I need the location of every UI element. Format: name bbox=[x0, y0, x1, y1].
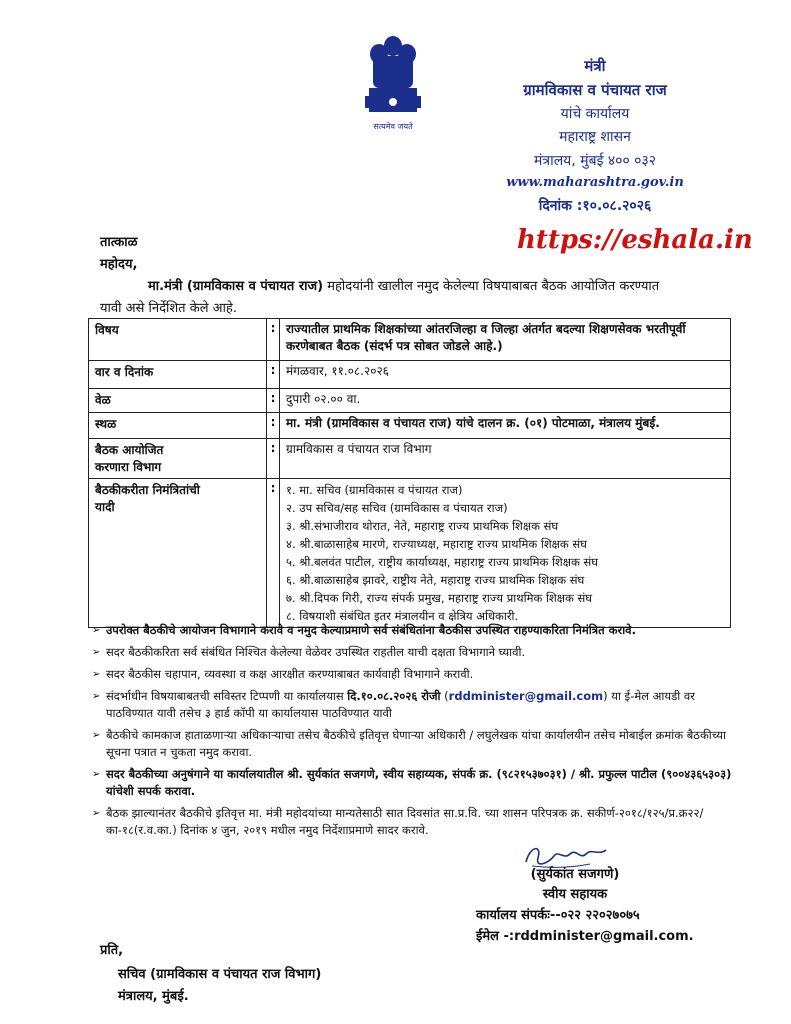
invitees-list bbox=[280, 479, 731, 628]
header-title: मंत्री bbox=[584, 57, 606, 75]
subject-value: राज्यातील प्राथमिक शिक्षकांच्या आंतरजिल्हा व जिल्हा अंतर्गत बदल्या शिक्षणसेवक भरतीपूर्वी करणेबाबत बैठक (संदर्भ पत्र सोबत जोडले आहे.) bbox=[280, 319, 731, 361]
header-website[interactable]: www.maharashtra.gov.in bbox=[506, 175, 684, 190]
arrow-bullet-icon: ➢ bbox=[92, 808, 101, 819]
list-item: २. उप सचिव/सह सचिव (ग्रामविकास व पंचायत राज) bbox=[286, 501, 508, 515]
list-item: ५. श्री.बलवंत पाटील, राष्ट्रीय कार्याध्यक्ष, महाराष्ट्र राज्य प्राथमिक शिक्षक संघ bbox=[286, 555, 599, 569]
day-label: वार व दिनांक bbox=[89, 361, 267, 389]
organizer-label-2: करणारा विभाग bbox=[95, 460, 162, 474]
recipient-label: प्रति, bbox=[100, 943, 124, 958]
header-office: यांचे कार्यालय bbox=[560, 106, 630, 122]
invitees-label-2: यादी bbox=[95, 500, 115, 514]
list-item: १. मा. सचिव (ग्रामविकास व पंचायत राज) bbox=[286, 483, 463, 497]
table-row bbox=[89, 413, 731, 439]
invitees-label bbox=[89, 479, 267, 628]
time-value: दुपारी ०२.०० वा. bbox=[280, 389, 731, 413]
recipient-line-1: सचिव (ग्रामविकास व पंचायत राज विभाग) bbox=[118, 967, 322, 982]
office-email: ईमेल -:rddminister@gmail.com. bbox=[476, 929, 694, 944]
note-text: सदर बैठकीच्या अनुषंगाने या कार्यालयातील श्री. सुर्यकांत सजगणे, स्वीय सहाय्यक, संपर्क क्र. (९८२१५३७०३१) / श्री. प्रफुल्ल पाटील (९००४३६५३०३) यांचेशी सपर्क करावा. bbox=[106, 767, 732, 798]
state-emblem-icon bbox=[355, 32, 431, 138]
colon: : bbox=[267, 439, 280, 479]
note-text: सदर बैठकीकरिता सर्व संबंधित निश्चित केलेल्या वेळेवर उपस्थित राहतील याची दक्षता विभागाने घ्यावी. bbox=[106, 645, 526, 659]
note-text: बैठक झाल्यानंतर बैठकीचे इतिवृत्त मा. मंत्री महोदयांच्या मान्यतेसाठी सात दिवसांत सा.प्र.वि. च्या शासन परिपत्रक क्र. सकीर्ण-२०१८/१२५/प्र.क्र२२/का-१८(र.व.का.) दिनांक ४ जुन, २०१९ मधील नमुद निर्देशाप्रमाणे सादर करावे. bbox=[106, 806, 704, 837]
list-item bbox=[92, 727, 732, 761]
list-item bbox=[92, 766, 732, 800]
list-item: ३. श्री.संभाजीराव थोरात, नेते, महाराष्ट्र राज्य प्राथमिक शिक्षक संघ bbox=[286, 519, 559, 533]
colon: : bbox=[267, 319, 280, 361]
arrow-bullet-icon: ➢ bbox=[92, 647, 101, 658]
table-row bbox=[89, 361, 731, 389]
note-text: सदर बैठकीस चहापान, व्यवस्था व कक्ष आरक्षीत करण्याबाबत कार्यवाही विभागाने करावी. bbox=[106, 667, 474, 681]
place-value: मा. मंत्री (ग्रामविकास व पंचायत राज) यांचे दालन क्र. (०१) पोटमाळा, मंत्रालय मुंबई. bbox=[280, 413, 731, 439]
header-address: मंत्रालय, मुंबई ४०० ०३२ bbox=[533, 153, 657, 169]
note-text-b: ( bbox=[440, 689, 449, 703]
list-item bbox=[92, 644, 732, 661]
list-item bbox=[92, 622, 732, 639]
arrow-bullet-icon: ➢ bbox=[92, 730, 101, 741]
list-item bbox=[92, 805, 732, 839]
arrow-bullet-icon: ➢ bbox=[92, 669, 101, 680]
note-date: दि.१०.०८.२०२६ रोजी bbox=[347, 689, 441, 703]
organizer-label-1: बैठक आयोजित bbox=[95, 443, 164, 457]
note-text: बैठकीचे कामकाज हाताळणाऱ्या अधिकाऱ्याचा तसेच बैठकीचे इतिवृत्त घेणाऱ्या अधिकारी / लघुलेखक यांचा कार्यालयीन तसेच मोबाईल क्रमांक बैठकीच्या सूचना पत्रात न चुकता नमुद करावा. bbox=[106, 728, 726, 759]
colon: : bbox=[267, 413, 280, 439]
day-value: मंगळवार, ११.०८.२०२६ bbox=[280, 361, 731, 389]
table-row bbox=[89, 319, 731, 361]
table-row bbox=[89, 389, 731, 413]
arrow-bullet-icon: ➢ bbox=[92, 769, 101, 780]
meeting-info-table bbox=[88, 318, 731, 628]
note-text-c: ) या ई-मेल आयडी वर पाठविण्यात यावी तसेच ३ हार्ड कॉपी या कार्यालयास पाठविण्यात यावी bbox=[106, 689, 695, 720]
instructions-list bbox=[92, 622, 732, 844]
list-item: ८. विषयाशी संबंधित इतर मंत्रालयीन व क्षेत्रिय अधिकारी. bbox=[286, 609, 519, 623]
place-label: स्थळ bbox=[89, 413, 267, 439]
note-text: उपरोक्त बैठकीचे आयोजन विभागाने करावे व नमुद केल्याप्रमाणे सर्व संबंधितांना बैठकीस उपस्थित राहण्याकरिता निमंत्रित करावे. bbox=[106, 623, 636, 637]
priority-label: तात्काळ bbox=[100, 235, 138, 250]
intro-minister: मा.मंत्री (ग्रामविकास व पंचायत राज) bbox=[148, 279, 324, 294]
list-item bbox=[92, 688, 732, 722]
list-item bbox=[92, 666, 732, 683]
colon: : bbox=[267, 389, 280, 413]
arrow-bullet-icon: ➢ bbox=[92, 625, 101, 636]
list-item: ७. श्री.दिपक गिरी, राज्य संपर्क प्रमुख, महाराष्ट्र राज्य प्राथमिक शिक्षक संघ bbox=[286, 591, 593, 605]
subject-label: विषय bbox=[89, 319, 267, 361]
intro-rest: महोदयांनी खालील नमुद केलेल्या विषयाबाबत बैठक आयोजित करण्यात bbox=[323, 279, 660, 294]
office-phone: कार्यालय संपर्कः--०२२ २२०२७०७५ bbox=[476, 908, 640, 923]
recipient-line-2: मंत्रालय, मुंबई. bbox=[118, 989, 189, 1004]
organizer-value: ग्रामविकास व पंचायत राज विभाग bbox=[280, 439, 731, 479]
table-row bbox=[89, 479, 731, 628]
emblem-motto: सत्यमेव जयते bbox=[373, 122, 413, 131]
list-item: ६. श्री.बाळासाहेब झावरे, राष्ट्रीय नेते, महाराष्ट्र राज्य प्राथमिक शिक्षक संघ bbox=[286, 573, 585, 587]
list-item: ४. श्री.बाळासाहेब मारणे, राज्याध्यक्ष, महाराष्ट्र राज्य प्राथमिक शिक्षक संघ bbox=[286, 537, 587, 551]
note-text-a: संदर्भाधीन विषयाबाबतची सविस्तर टिप्पणी या कार्यालयास bbox=[106, 689, 348, 703]
intro-line-2: यावी असे निर्देशित केले आहे. bbox=[100, 301, 237, 316]
table-row bbox=[89, 439, 731, 479]
colon: : bbox=[267, 361, 280, 389]
letter-date: दिनांक :१०.०८.२०२६ bbox=[538, 198, 652, 214]
time-label: वेळ bbox=[89, 389, 267, 413]
signatory-name: (सुर्यकांत सजगणे) bbox=[530, 867, 620, 882]
watermark-url: https://eshala.in bbox=[517, 225, 753, 255]
header-government: महाराष्ट्र शासन bbox=[559, 129, 631, 145]
intro-line-1 bbox=[148, 276, 748, 294]
invitees-label-1: बैठकीकरीता निमंत्रितांची bbox=[95, 483, 200, 497]
email-link[interactable]: rddminister@gmail.com bbox=[448, 689, 604, 703]
organizer-label bbox=[89, 439, 267, 479]
colon: : bbox=[267, 479, 280, 628]
arrow-bullet-icon: ➢ bbox=[92, 691, 101, 702]
signatory-designation: स्वीय सहायक bbox=[542, 887, 608, 902]
header-department: ग्रामविकास व पंचायत राज bbox=[523, 81, 667, 99]
salutation: महोदय, bbox=[100, 257, 138, 272]
